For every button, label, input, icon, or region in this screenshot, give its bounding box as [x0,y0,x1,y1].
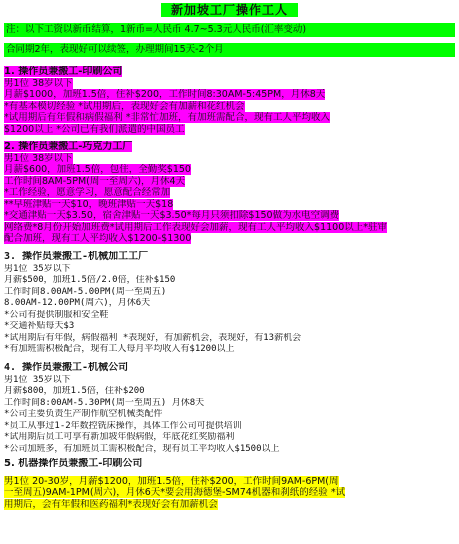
section-heading: 4. 操作员兼搬工-机械公司 [4,362,129,373]
section-line: *公司主要负责生产制作航空机械类配件 [4,409,163,419]
job-section-1 [4,66,455,135]
section-heading: 1. 操作员兼搬工-印刷公司 [4,66,123,77]
section-line: *员工从事过1-2年数控铣床操作，具体工作公司可提供培训 [4,420,242,431]
section-line: 男1位 35岁以下 [4,263,71,274]
contract-terms: 合同期2年，表现好可以续签，办理期间15天-2个月 [4,43,455,57]
section-line: *有加班需积极配合，现有工人每月平均收入有$1200以上 [4,344,235,354]
section-line: 月薪$500，加班1.5倍/2.0倍，住补$150 [4,275,176,285]
job-section-2 [4,141,455,245]
page-title: 新加坡工厂操作工人 [161,3,298,17]
section-line: *试用期后有年假，病假福利 *表现好，有加薪机会，表现好，有13薪机会 [4,332,302,343]
section-line: 男1位 35岁以下 [4,374,71,385]
section-line: 配合加班，现有工人平均收入$1200-$1300 [4,233,192,244]
section-line: *有基本模切经验 *试用期后，表现好会有加薪和花红机会 [4,100,245,112]
job-section-5 [4,458,455,510]
section-line: 网络费*8月份开始加班费*试用期后工作表现好会加薪，现有工人平均收入$1100以上*驻审 [4,221,388,233]
section-line: 男1位 38岁以下 [4,77,73,89]
section-heading: 2. 操作员兼搬工-巧克力工厂 [4,141,133,152]
section-line: 月薪$800，加班1.5倍，住补$200 [4,386,145,396]
section-line: 一至周五)9AM-1PM(周六)，月休6天*要会用海德堡-SM74机器和刹纸的经验 *试 [4,487,346,498]
job-section-4 [4,362,455,455]
section-line: *工作经验，愿意学习，愿意配合经常加 [4,187,171,198]
title-row [0,0,459,18]
section-line: *试用期后有年假和病假福利 *非常忙加班，有加班需配合，现有工人平均收入 [4,112,331,123]
exchange-rate-notice: 注：以下工资以新币结算，1新币=人民币 4.7~5.3元人民币(汇率变动) [4,23,455,37]
section-line: 月薪$1000，加班1.5倍，住补$200，工作时间8:30AM-5:45PM，月休8天 [4,89,326,100]
section-line: *交通补贴每天$3 [4,321,75,331]
section-line: 男1位 20-30岁，月薪$1200，加班1.5倍，住补$200，工作时间9AM-6PM(周 [4,475,339,487]
section-line: $1200以上 *公司已有我们派遣的中国员工 [4,123,185,135]
section-line: 男1位 38岁以下 [4,152,73,164]
section-line: 8.00AM-12.00PM(周六)，月休6天 [4,298,151,308]
section-line: *试用期后员工可享有新加坡年假病假，年底花红奖励福利 [4,432,235,442]
section-line: 工作时间8.00AM-5.00PM(周一至周五) [4,286,167,297]
job-section-3 [4,251,455,356]
section-line: *公司加班多，有加班员工需积极配合，现有员工平均收入$1500以上 [4,443,280,454]
section-line: *交通津贴一天$3.50，宿舍津贴一天$3.50*每月只须扣除$150做为水电空调费 [4,210,340,221]
section-line: *公司有提供制服和安全鞋 [4,309,109,320]
section-line: 工作时间8:00AM-5.30PM(周一至周五) 月休8天 [4,397,205,408]
section-line: 用期后，会有年假和医药福利*表现好会有加薪机会 [4,498,218,510]
section-line: 工作时间8AM-5PM(周一至周六)，月休4天 [4,175,186,187]
section-line: 月薪$600，加班1.5倍，包住，全勤奖$150 [4,164,191,175]
section-heading: 5. 机器操作员兼搬工-印刷公司 [4,458,143,469]
section-heading: 3. 操作员兼搬工-机械加工工厂 [4,251,149,262]
section-line: **早班津贴一天$10，晚班津贴一天$18 [4,198,174,210]
